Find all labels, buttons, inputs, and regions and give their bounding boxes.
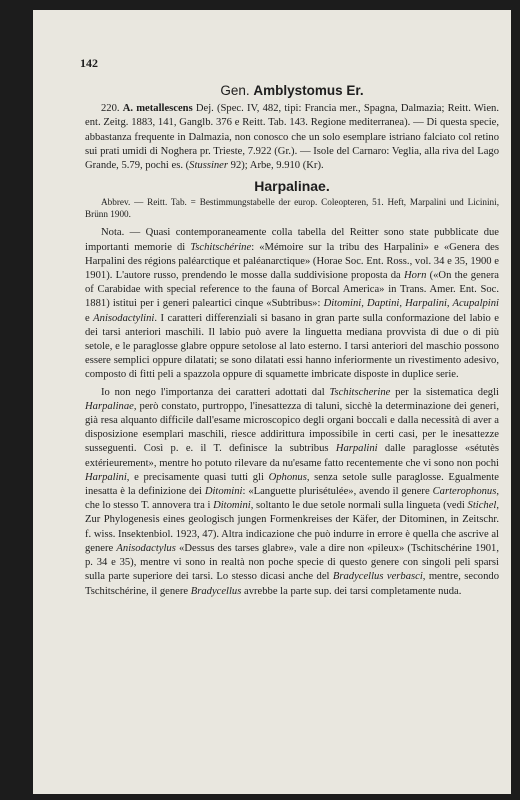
text-run: , Zur Phylogenesis eines geologisch jungen Formenkreises der Käfer, der Ditominen, in Zeitschr. f. wiss. Insektenbiol. 1923, 47). Altra indicazione che può indurre in errore è quella che ascrive al genere bbox=[85, 500, 499, 554]
text-run: Io non nego l'importanza dei caratteri adottati dal bbox=[101, 386, 330, 398]
text-run: avrebbe la parte sup. dei tarsi completamente nuda. bbox=[241, 585, 462, 597]
text-run: , e precisamente quasi tutti gli bbox=[126, 471, 269, 483]
text-run: , soltanto le due setole normali sulla lingueta (vedi bbox=[250, 500, 468, 512]
italic-run: Bradycellus verbasci bbox=[332, 571, 423, 583]
genus-prefix: Gen. bbox=[220, 83, 250, 98]
text-run: («On the genera of Carabidae with special reference to the fauna of Borcal America» in Trans. Amer. Ent. Soc. 1881) istitui per i generi paleartici cinque «Subtribus»: bbox=[85, 270, 500, 310]
collector-name: Stussiner bbox=[189, 160, 229, 172]
entry-number: 220. bbox=[101, 103, 120, 115]
section-title: Harpalinae. bbox=[254, 178, 330, 195]
text-run: , però constato, purtroppo, l'inesattezza di taluni, sicchè la determinazione dei generi, già resa alquanto difficile dall'esame microscopico degli organi boccali e dalla necessità di aver a disposizione esemplari maschili, riesce addirittura impossibile in certi casi, per le inesattezze susseguenti. Così p. e. il T. definisce la subtribus bbox=[85, 400, 499, 455]
entry-text: Dej. (Spec. IV, 482, tipi: Francia mer., Spagna, Dalmazia; Reitt. Wien. ent. Zeitg. 1883, 141, Ganglb. 376 e Reitt. Tab. 143. Regione mediterranea). — Di questa specie, abbastanza frequente in Dalmazia, non conosco che un solo esemplare istriano falciato col retino sui prati umidi di Noghera pr. Trieste, 7.922 (Gr.). — Isole del Carnaro: Veglia, alla riva del Lago Grande, 5.79, pochi es. ( bbox=[85, 103, 499, 172]
text-run: , senza setole sulle paraglosse. Egualmente inesatta è la definizione dei bbox=[85, 471, 499, 498]
text-run: Nota. — Quasi contemporaneamente colla tabella del Reitter sono state pubblicate due importanti memorie di bbox=[85, 227, 499, 253]
entry-text-end: 92); Arbe, 9.910 (Kr). bbox=[228, 160, 324, 172]
body-paragraph bbox=[85, 386, 499, 599]
italic-run: Harpalini bbox=[85, 471, 127, 483]
text-run: , mentre, secondo Tschitschérine, il genere bbox=[85, 571, 499, 597]
page-content bbox=[85, 80, 499, 599]
text-run: dalle paraglosse «sétutès extérieurement», mentre ho potuto rilevare da nu'esame fatto recentemente che vi sono non pochi bbox=[85, 443, 499, 469]
italic-run: Carterophonus bbox=[432, 486, 497, 498]
species-name: A. metallescens bbox=[122, 103, 193, 115]
text-run: , che lo stesso T. annovera tra i bbox=[85, 486, 499, 512]
nota-paragraph bbox=[85, 226, 499, 382]
italic-run: Anisodactylini bbox=[93, 312, 155, 324]
italic-run: Ditomini bbox=[213, 500, 251, 512]
text-run: . I caratteri differenziali si basano in gran parte sulla conformazione del labio e dei tarsi anteriori maschili. Il labio può avere la linguetta mediana provvista di due o di più setole, e le paraglosse glabre oppure setolose al lato esterno. I tarsi anteriori del maschio possono essere semplici oppure dilatati; se sono dilatati essi hanno inferiormente un rivestimento adesivo, composto di fitti peli a spazzola oppure di squamette imbricate disposte in duplice serie. bbox=[85, 312, 499, 381]
genus-name: Amblystomus Er. bbox=[253, 83, 364, 98]
page bbox=[33, 10, 511, 794]
italic-run: Tschitschérine bbox=[190, 241, 252, 253]
text-run: : «Languette plurisétulée», avendo il genere bbox=[242, 486, 433, 498]
italic-run: Bradycellus bbox=[190, 585, 242, 597]
italic-run: Ditomini bbox=[204, 486, 243, 498]
italic-run: Ditomini, Daptini, Harpalini, Acupalpini bbox=[323, 298, 499, 310]
text-run: «Dessus des tarses glabre», vale a dire non «pileux» (Tschitschérine 1901, p. 34 e 35), mentre vi sono in realtà non poche specie di questo genere con singoli peli sparsi sulla parte superiore dei tarsi. Lo stesso dicasi anche del bbox=[85, 542, 499, 583]
genus-heading bbox=[85, 84, 499, 98]
italic-run: Tschitscherine bbox=[329, 386, 391, 398]
italic-run: Stichel bbox=[467, 500, 497, 512]
page-number: 142 bbox=[80, 56, 98, 70]
italic-run: Anisodactylus bbox=[116, 542, 176, 554]
text-run: per la sistematica degli bbox=[390, 386, 499, 398]
species-entry bbox=[85, 102, 499, 173]
italic-run: Ophonus bbox=[268, 471, 307, 483]
text-run: e bbox=[85, 312, 94, 324]
abbreviations: Abbrev. — Reitt. Tab. = Bestimmungstabelle der europ. Coleopteren, 51. Heft, Marpalini und Licinini, Brünn 1900. bbox=[85, 197, 499, 220]
italic-run: Horn bbox=[404, 270, 427, 282]
text-run: : «Mémoire sur la tribu des Harpalini» e «Genera des Harpalini des régions paléarctique et paléanarctique» (Horae Soc. Ent. Ross., vol. 34 e 35, 1900 e 1901). L'autore russo, prendendo le mosse dalla suddivisione proposta da bbox=[85, 241, 499, 282]
italic-run: Harpalini bbox=[335, 443, 378, 455]
italic-run: Harpalinae bbox=[85, 400, 134, 412]
